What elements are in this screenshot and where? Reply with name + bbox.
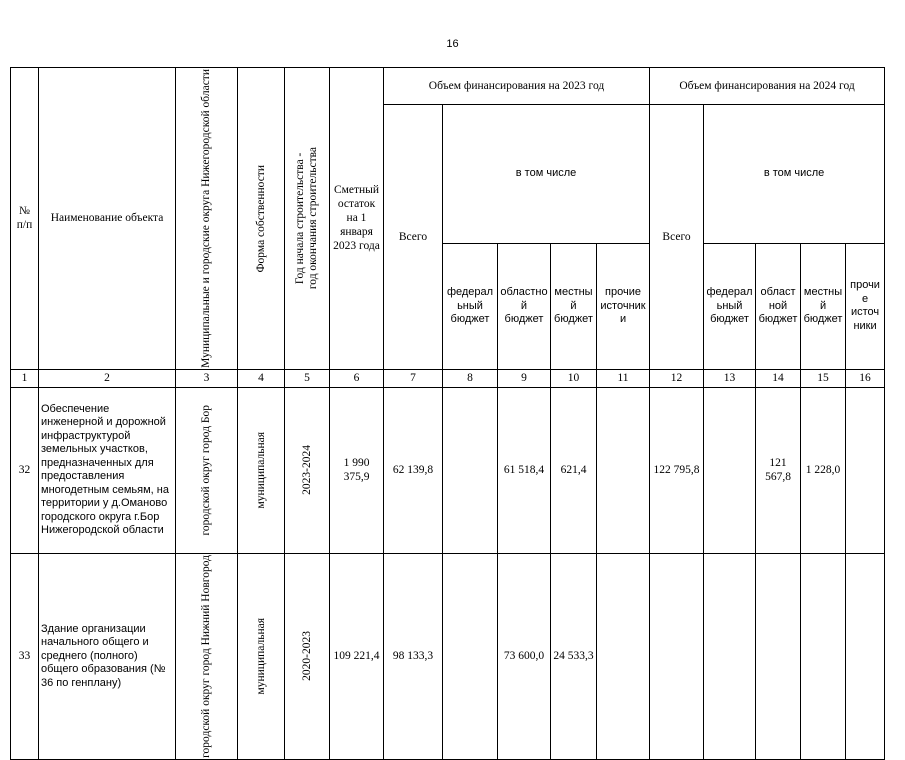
header-ownership-text: Форма собственности bbox=[254, 164, 267, 273]
row-federal-2023 bbox=[443, 387, 498, 553]
header-other-2023: прочие источники bbox=[597, 243, 650, 369]
row-local-2023: 24 533,3 bbox=[551, 553, 597, 759]
header-federal-2024: федеральный бюджет bbox=[704, 243, 756, 369]
row-other-2024 bbox=[846, 553, 885, 759]
column-number: 5 bbox=[285, 369, 330, 387]
column-number: 10 bbox=[551, 369, 597, 387]
row-total-2023: 98 133,3 bbox=[384, 553, 443, 759]
header-name: Наименование объекта bbox=[39, 68, 176, 370]
column-number-row bbox=[11, 369, 885, 387]
row-municipal-text: городской округ город Нижний Новгород bbox=[200, 554, 212, 758]
row-municipal bbox=[176, 387, 238, 553]
header-incl-2024: в том числе bbox=[704, 105, 885, 244]
row-years bbox=[285, 387, 330, 553]
row-total-2023: 62 139,8 bbox=[384, 387, 443, 553]
header-local-2024: местный бюджет bbox=[801, 243, 846, 369]
header-municipal bbox=[176, 68, 238, 370]
header-regional-2023: областной бюджет bbox=[498, 243, 551, 369]
row-remainder: 109 221,4 bbox=[330, 553, 384, 759]
row-regional-2024 bbox=[756, 553, 801, 759]
row-total-2024: 122 795,8 bbox=[650, 387, 704, 553]
row-ownership bbox=[238, 553, 285, 759]
row-name: Здание организации начального общего и среднего (полного) общего образования (№ 36 по генплану) bbox=[39, 553, 176, 759]
row-regional-2024: 121 567,8 bbox=[756, 387, 801, 553]
row-remainder: 1 990 375,9 bbox=[330, 387, 384, 553]
row-municipal-text: городской округ город Бор bbox=[200, 405, 212, 536]
header-ownership bbox=[238, 68, 285, 370]
header-fin2024: Объем финансирования на 2024 год bbox=[650, 68, 885, 105]
header-fin2023: Объем финансирования на 2023 год bbox=[384, 68, 650, 105]
financing-table bbox=[10, 67, 885, 760]
page-number: 16 bbox=[446, 38, 459, 50]
table-row bbox=[11, 387, 885, 553]
row-federal-2024 bbox=[704, 553, 756, 759]
header-regional-2024: областной бюджет bbox=[756, 243, 801, 369]
row-local-2023: 621,4 bbox=[551, 387, 597, 553]
row-years bbox=[285, 553, 330, 759]
header-other-2024: прочие источники bbox=[846, 243, 885, 369]
column-number: 8 bbox=[443, 369, 498, 387]
row-no: 33 bbox=[11, 553, 39, 759]
row-name: Обеспечение инженерной и дорожной инфраструктурой земельных участков, предназначенных для предоставления многодетным семьям, на территории у д.Оманово городского округа г.Бор Нижегородской области bbox=[39, 387, 176, 553]
column-number: 9 bbox=[498, 369, 551, 387]
column-number: 4 bbox=[238, 369, 285, 387]
column-number: 3 bbox=[176, 369, 238, 387]
row-other-2023 bbox=[597, 553, 650, 759]
row-local-2024: 1 228,0 bbox=[801, 387, 846, 553]
header-no: № п/п bbox=[11, 68, 39, 370]
header-municipal-text: Муниципальные и городские округа Нижегородской области bbox=[200, 69, 212, 368]
column-number: 15 bbox=[801, 369, 846, 387]
row-federal-2024 bbox=[704, 387, 756, 553]
row-other-2023 bbox=[597, 387, 650, 553]
header-years-text: Год начала строительства - год окончания строительства bbox=[294, 147, 319, 290]
row-total-2024 bbox=[650, 553, 704, 759]
row-years-text: 2023-2024 bbox=[300, 445, 313, 496]
row-local-2024 bbox=[801, 553, 846, 759]
column-number: 1 bbox=[11, 369, 39, 387]
row-municipal bbox=[176, 553, 238, 759]
header-total-2023: Всего bbox=[384, 105, 443, 370]
header-incl-2023: в том числе bbox=[443, 105, 650, 244]
table-row bbox=[11, 553, 885, 759]
column-number: 6 bbox=[330, 369, 384, 387]
column-number: 11 bbox=[597, 369, 650, 387]
column-number: 12 bbox=[650, 369, 704, 387]
column-number: 16 bbox=[846, 369, 885, 387]
column-number: 14 bbox=[756, 369, 801, 387]
row-ownership-text: муниципальная bbox=[254, 618, 267, 695]
row-ownership bbox=[238, 387, 285, 553]
header-remainder: Сметный остаток на 1 января 2023 года bbox=[330, 68, 384, 370]
row-years-text: 2020-2023 bbox=[300, 631, 313, 682]
row-regional-2023: 73 600,0 bbox=[498, 553, 551, 759]
row-federal-2023 bbox=[443, 553, 498, 759]
header-federal-2023: федеральный бюджет bbox=[443, 243, 498, 369]
header-years bbox=[285, 68, 330, 370]
header-row-1 bbox=[11, 68, 885, 105]
column-number: 13 bbox=[704, 369, 756, 387]
header-local-2023: местный бюджет bbox=[551, 243, 597, 369]
column-number: 7 bbox=[384, 369, 443, 387]
row-ownership-text: муниципальная bbox=[254, 432, 267, 509]
row-no: 32 bbox=[11, 387, 39, 553]
row-regional-2023: 61 518,4 bbox=[498, 387, 551, 553]
header-total-2024: Всего bbox=[650, 105, 704, 370]
column-number: 2 bbox=[39, 369, 176, 387]
row-other-2024 bbox=[846, 387, 885, 553]
